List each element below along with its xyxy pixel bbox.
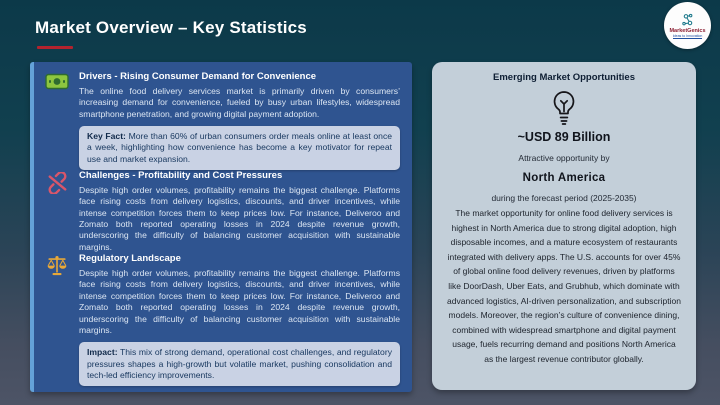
scales-of-justice-icon — [44, 253, 70, 386]
section-body: Despite high order volumes, profitability remains the biggest challenge. Platforms face rising costs from delivery logistics, discounts, and driver incentives, while intense competition forces them to keep prices low. For instance, Deliveroo and Zomato both reported operating losses in 2024 despite revenue growth, underscoring the difficulty of balancing customer acquisition with sustainable margins. — [79, 185, 400, 252]
logo-brand-text: MarketGenics — [669, 27, 706, 34]
section-regulatory — [44, 253, 400, 386]
molecule-network-icon — [680, 13, 696, 27]
section-heading: Challenges - Profitability and Cost Pressures — [79, 170, 283, 182]
opportunity-value: ~USD 89 Billion — [517, 130, 611, 144]
section-heading: Drivers - Rising Consumer Demand for Convenience — [79, 71, 317, 82]
company-logo — [664, 2, 711, 49]
key-fact-callout — [79, 126, 400, 170]
logo-tagline-text: Ideas to Innovation — [672, 33, 703, 38]
section-body: The online food delivery services market is primarily driven by consumers’ increasing demand for convenience, fueled by busy urban lifestyles, widespread smartphone penetration, and growing digital payment adoption. — [79, 86, 400, 119]
callout-label: Impact: — [87, 347, 118, 358]
section-heading: Regulatory Landscape — [79, 253, 181, 265]
opportunity-description: The market opportunity for online food delivery services is highest in North America due to strong digital adoption, high disposable incomes, and a mature ecosystem of restaurants integrated with delivery apps. The U.S. accounts for over 45% of global online food delivery revenues, driven by platforms like DoorDash, Uber Eats, and Grubhub, which dominate with advanced logistics, AI-driven personalization, and subscription models. Moreover, the region’s culture of convenience dining, combined with widespread smartphone and digital payment usage, fuels recurring demand and positions North America as the largest revenue contributor globally. — [447, 208, 681, 365]
title-underline — [37, 46, 73, 49]
opportunity-period: during the forecast period (2025-2035) — [491, 193, 637, 203]
opportunities-title: Emerging Market Opportunities — [493, 72, 635, 83]
callout-label: Key Fact: — [87, 131, 126, 142]
section-body: Despite high order volumes, profitability remains the biggest challenge. Platforms face rising costs from delivery logistics, discounts, and driver incentives, while intense competition forces them to keep prices low. For instance, Deliveroo and Zomato both reported operating losses in 2024 despite revenue growth, underscoring the difficulty of balancing customer acquisition with sustainable margins. — [79, 268, 400, 335]
section-challenges — [44, 170, 400, 253]
section-drivers — [44, 71, 400, 170]
emerging-opportunities-panel — [432, 62, 696, 390]
opportunity-subtitle: Attractive opportunity by — [518, 153, 610, 163]
money-bill-icon — [44, 71, 70, 170]
callout-text: This mix of strong demand, operational cost challenges, and regulatory pressures shapes a high-growth but volatile market, pushing consolidation and tech-led efficiency improvements. — [87, 347, 392, 380]
broken-link-icon — [44, 170, 70, 253]
key-statistics-panel — [30, 62, 412, 392]
impact-callout — [79, 342, 400, 386]
lightbulb-icon — [551, 90, 577, 126]
opportunity-region: North America — [522, 172, 606, 184]
callout-text: More than 60% of urban consumers order meals online at least once a week, highlighting how convenience has become a key motivator for repeat use and market expansion. — [87, 131, 393, 164]
page-title: Market Overview – Key Statistics — [35, 18, 307, 37]
